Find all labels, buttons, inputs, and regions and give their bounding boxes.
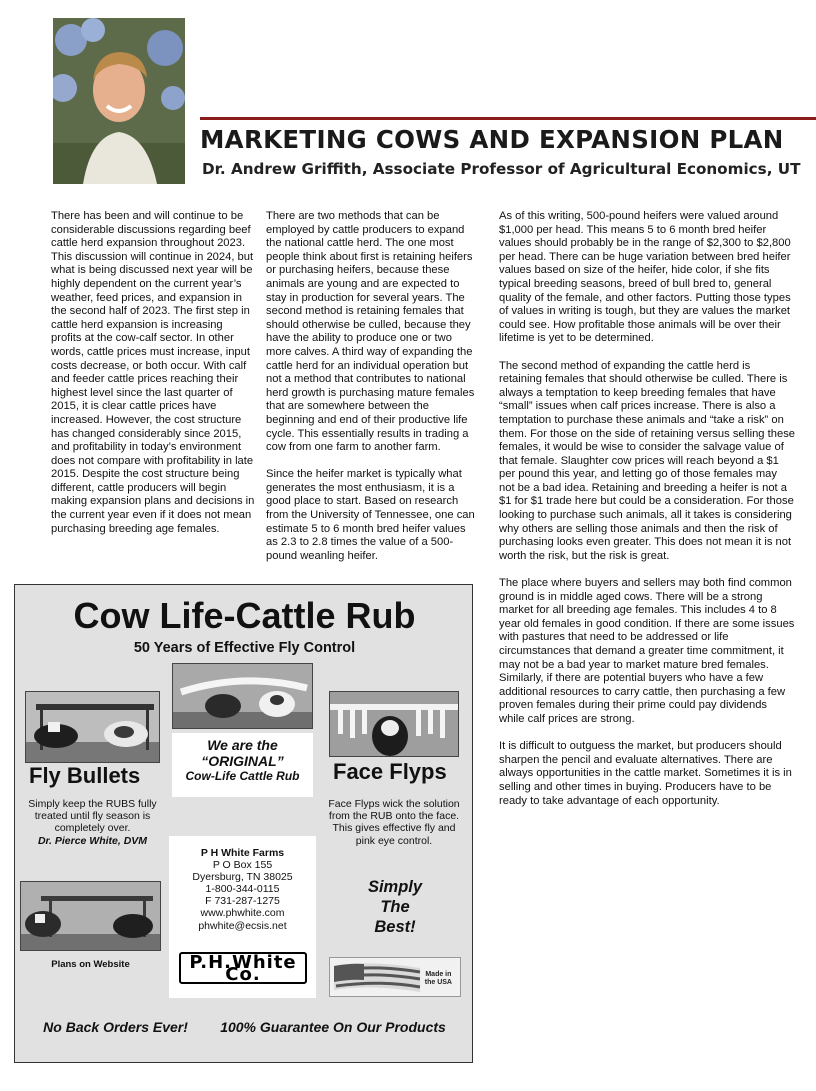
paragraph: The place where buyers and sellers may both find common ground is in middle aged cows. There will be a strong market for all breeding age females. This includes 4 to 8 year old females in good condition. If there are some issues with pastures that need to be addressed or life circumstances that demand a greater time commitment, it may not be a bad year to market mature bred females. Similarly, if there are potential buyers who have a few additional resources to carry cattle, then purchasing a few proven females during their prime could pay dividends while calf prices are strong. bbox=[499, 577, 795, 725]
contact-name: P H White Farms bbox=[200, 847, 285, 859]
article-column-1 bbox=[51, 210, 256, 550]
no-back-orders-text: No Back Orders Ever! bbox=[43, 1019, 188, 1035]
slogan-line: Best! bbox=[374, 918, 416, 936]
face-flyps-photo bbox=[329, 691, 459, 757]
article-column-3 bbox=[499, 210, 795, 822]
slogan-line: Simply bbox=[367, 878, 423, 896]
paragraph: As of this writing, 500-pound heifers were valued around $1,000 per head. This means 5 to 6 month bred heifer values should probably be in the range of $2,300 to $2,800 per head. There can be huge variation between bred heifer values based on size of the heifer, hide color, if she fits typical breeding seasons, breed of bull bred to, general quality of the female, and other factors. Putting those types of values in writing is tough, but they are values the market could see. How profitable those animals will be over their lifetime is yet to be determined. bbox=[499, 210, 791, 345]
simply-best-slogan bbox=[355, 877, 435, 937]
slogan-line: The bbox=[380, 898, 410, 916]
plans-photo bbox=[20, 881, 161, 951]
contact-email: phwhite@ecsis.net bbox=[198, 919, 287, 932]
paragraph: It is difficult to outguess the market, but producers should sharpen the pencil and evaluate alternatives. There are always opportunities in the cattle market. Sometimes it is in selling and other times in buying. Producers have to be ready to take advantage of each opportunity. bbox=[499, 740, 792, 807]
paragraph: The second method of expanding the cattle herd is retaining females that should otherwise be culled. There is always a temptation to keep breeding females that have “small” issues when calf prices increase. There is also a temptation to purchase these animals and “take a risk” on them. For those on the side of retaining versus selling these females, it would be wise to consider the salvage value of that female. Slaughter cow prices will reach beyond a $1 per pound this year, and letting go of those females may not be a bad idea. Retaining and breeding a heifer is not a $1 for $1 trade here but could be a consideration. For those looking to purchase such animals, all it takes is considering why others are selling those animals and then the risk of purchasing looks even greater. This does not mean it is not worth the risk, but the risk is great. bbox=[499, 359, 796, 562]
paragraph: There are two methods that can be employed by cattle producers to expand the national cattle herd. The one most people think about first is retaining heifers or purchasing heifers, because these animals are young and are expected to stay in production for several years. The second method is retaining females that should otherwise be culled, because they have the ability to produce one or two more calves. A third way of expanding the cattle herd for an individual operation but not a method that contributes to national herd growth is purchasing mature females that are somewhere between the beginning and end of their productive life cycle. This essentially results in trading a cow from one farm to another farm. bbox=[266, 210, 475, 454]
face-flyps-heading: Face Flyps bbox=[333, 759, 447, 784]
fly-bullets-heading: Fly Bullets bbox=[29, 763, 141, 788]
author-portrait-image bbox=[53, 18, 185, 184]
ad-title: Cow Life-Cattle Rub bbox=[73, 595, 416, 636]
contact-line: Dyersburg, TN 38025 bbox=[192, 871, 293, 884]
original-tagline bbox=[172, 733, 313, 797]
ad-subtitle: 50 Years of Effective Fly Control bbox=[133, 640, 356, 656]
author-photo bbox=[53, 18, 185, 184]
fly-bullets-author: Dr. Pierce White, DVM bbox=[37, 834, 148, 847]
contact-box bbox=[169, 836, 316, 998]
advertisement bbox=[14, 584, 473, 1063]
contact-line: P O Box 155 bbox=[212, 859, 273, 872]
article-byline: Dr. Andrew Griffith, Associate Professor of Agricultural Economics, UT bbox=[202, 160, 801, 178]
made-in-usa-label bbox=[425, 971, 452, 987]
usa-label-line: the USA bbox=[424, 979, 452, 986]
ph-white-logo bbox=[179, 952, 307, 984]
original-rub-photo bbox=[172, 663, 313, 729]
made-in-usa-badge bbox=[329, 957, 461, 997]
fly-bullets-text: Simply keep the RUBS fully treated until fly season is completely over. bbox=[28, 798, 157, 835]
article-title: MARKETING COWS AND EXPANSION PLAN bbox=[200, 125, 784, 154]
ad-footer bbox=[15, 1019, 474, 1035]
contact-website: www.phwhite.com bbox=[200, 907, 285, 920]
guarantee-text: 100% Guarantee On Our Products bbox=[220, 1019, 446, 1035]
ph-white-logo-text: P.H.White Co. bbox=[189, 952, 297, 986]
contact-fax: F 731-287-1275 bbox=[205, 895, 280, 908]
article-column-2 bbox=[266, 210, 480, 577]
title-rule bbox=[200, 117, 816, 120]
usa-label-line: Made in bbox=[425, 971, 452, 978]
original-line-2: “ORIGINAL” bbox=[201, 753, 284, 769]
original-line-1: We are the bbox=[207, 737, 278, 753]
paragraph: There has been and will continue to be considerable discussions regarding beef cattle herd expansion throughout 2023. This discussion will continue in 2024, but what is being discussed next year will be highly dependent on the current year’s weather, feed prices, and expansion in the second half of 2023. The first step in cattle herd expansion is increasing profits at the cow-calf sector. In other words, cattle prices must increase, input costs decrease, or both occur. With calf and feeder cattle prices reaching their highest level since the last quarter of 2015, it is clear cattle prices have increased. However, the cost structure has changed considerably since 2015, and profitability in today’s environment does not compare with profitability in late 2015. Despite the cost structure being different, cattle producers will begin making expansion plans and decisions in the current year even if it does not mean purchasing breeding age females. bbox=[51, 210, 255, 535]
fly-bullets-description bbox=[20, 798, 165, 847]
contact-phone: 1-800-344-0115 bbox=[205, 883, 280, 896]
original-line-3: Cow-Life Cattle Rub bbox=[185, 769, 300, 783]
fly-bullets-photo bbox=[25, 691, 160, 763]
face-flyps-description: Face Flyps wick the solution from the RUB onto the face. This gives effective fly and pink eye control. bbox=[328, 798, 460, 847]
plans-caption: Plans on Website bbox=[51, 959, 130, 970]
paragraph: Since the heifer market is typically what generates the most enthusiasm, it is a good place to start. Based on research from the University of Tennessee, one can estimate 5 to 6 month bred heifer values as 2.3 to 2.8 times the value of a 500-pound weanling heifer. bbox=[266, 468, 475, 562]
